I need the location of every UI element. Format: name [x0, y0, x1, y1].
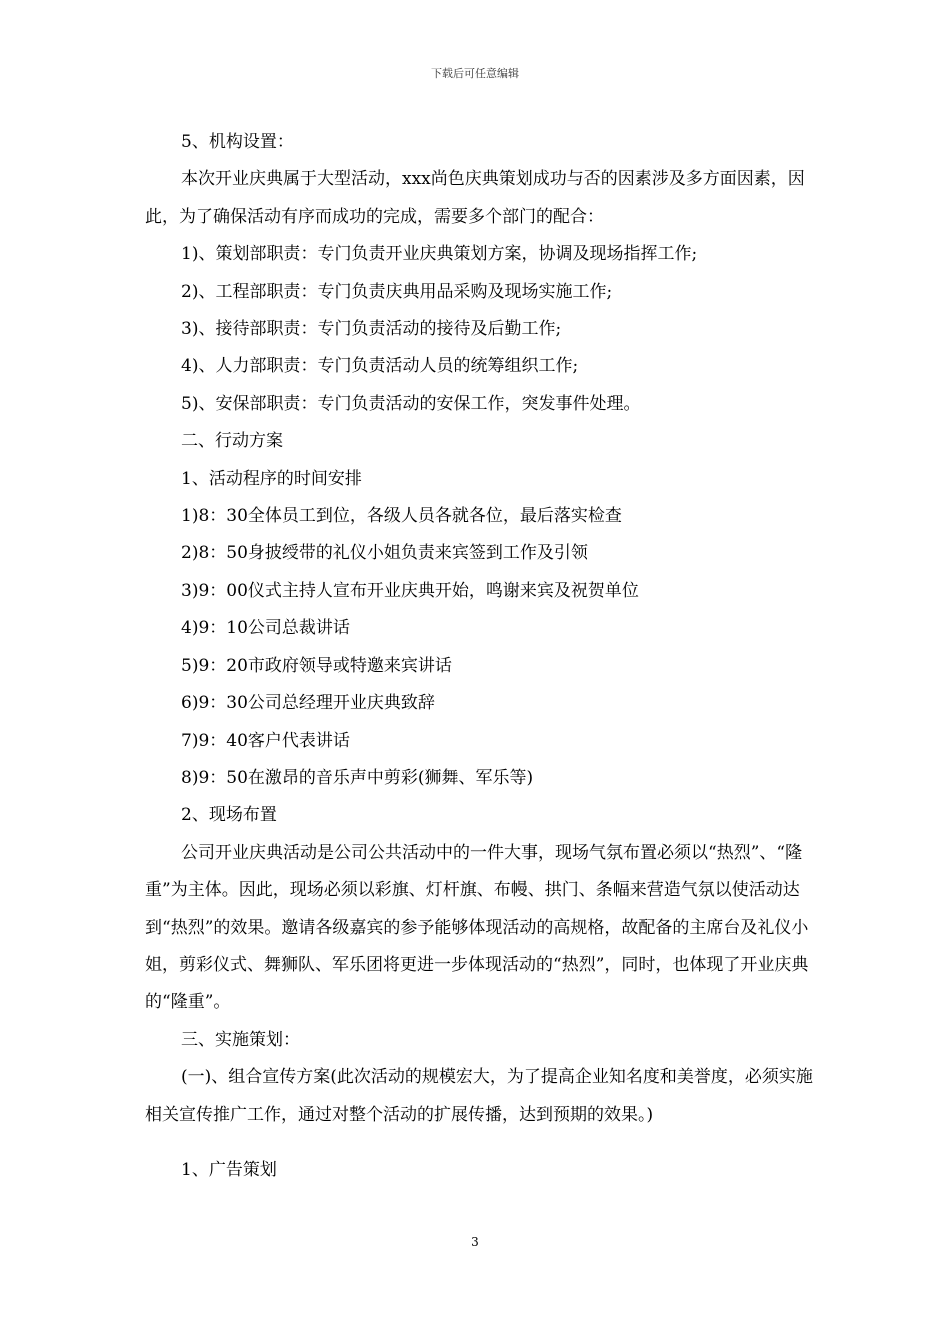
spacer [145, 1134, 815, 1152]
paragraph: (一)、组合宣传方案(此次活动的规模宏大，为了提高企业知名度和美誉度，必须实施相关宣传推广工作，通过对整个活动的扩展传播，达到预期的效果。) [145, 1067, 813, 1125]
section-heading: 2、现场布置 [181, 805, 277, 826]
schedule-item: 8)9：50在激昂的音乐声中剪彩(狮舞、军乐等) [181, 767, 534, 788]
schedule-item: 3)9：00仪式主持人宣布开业庆典开始，鸣谢来宾及祝贺单位 [181, 580, 639, 601]
section-heading: 1、活动程序的时间安排 [181, 468, 362, 489]
list-item: 3)、接待部职责：专门负责活动的接待及后勤工作; [181, 319, 562, 340]
schedule-item: 5)9：20市政府领导或特邀来宾讲话 [181, 655, 452, 676]
schedule-item: 2)8：50身披绶带的礼仪小姐负责来宾签到工作及引领 [181, 543, 588, 564]
section-heading: 二、行动方案 [181, 431, 283, 452]
page-number: 3 [471, 1235, 479, 1249]
paragraph: 本次开业庆典属于大型活动，xxx尚色庆典策划成功与否的因素涉及多方面因素，因此，为了确保活动有序而成功的完成，需要多个部门的配合： [145, 169, 805, 227]
page-header: 下载后可任意编辑 [431, 67, 519, 80]
paragraph: 公司开业庆典活动是公司公共活动中的一件大事，现场气氛布置必须以“热烈”、“隆重”为主体。因此，现场必须以彩旗、灯杆旗、布幔、拱门、条幅来营造气氛以使活动达到“热烈”的效果。邀请各级嘉宾的参予能够体现活动的高规格，故配备的主席台及礼仪小姐，剪彩仪式、舞狮队、军乐团将更进一步体现活动的“热烈”，同时，也体现了开业庆典的“隆重”。 [145, 842, 809, 1013]
list-item: 1)、策划部职责：专门负责开业庆典策划方案，协调及现场指挥工作; [181, 244, 698, 265]
schedule-item: 6)9：30公司总经理开业庆典致辞 [181, 693, 435, 714]
section-heading: 三、实施策划： [181, 1029, 300, 1050]
list-item: 2)、工程部职责：专门负责庆典用品采购及现场实施工作; [181, 281, 613, 302]
schedule-item: 4)9：10公司总裁讲话 [181, 618, 350, 639]
section-heading: 1、广告策划 [181, 1159, 277, 1180]
schedule-item: 1)8：30全体员工到位，各级人员各就各位，最后落实检查 [181, 506, 622, 527]
section-heading: 5、机构设置： [181, 132, 294, 152]
list-item: 5)、安保部职责：专门负责活动的安保工作，突发事件处理。 [181, 393, 641, 414]
document-body [145, 124, 815, 1189]
schedule-item: 7)9：40客户代表讲话 [181, 730, 350, 751]
list-item: 4)、人力部职责：专门负责活动人员的统筹组织工作; [181, 356, 579, 377]
